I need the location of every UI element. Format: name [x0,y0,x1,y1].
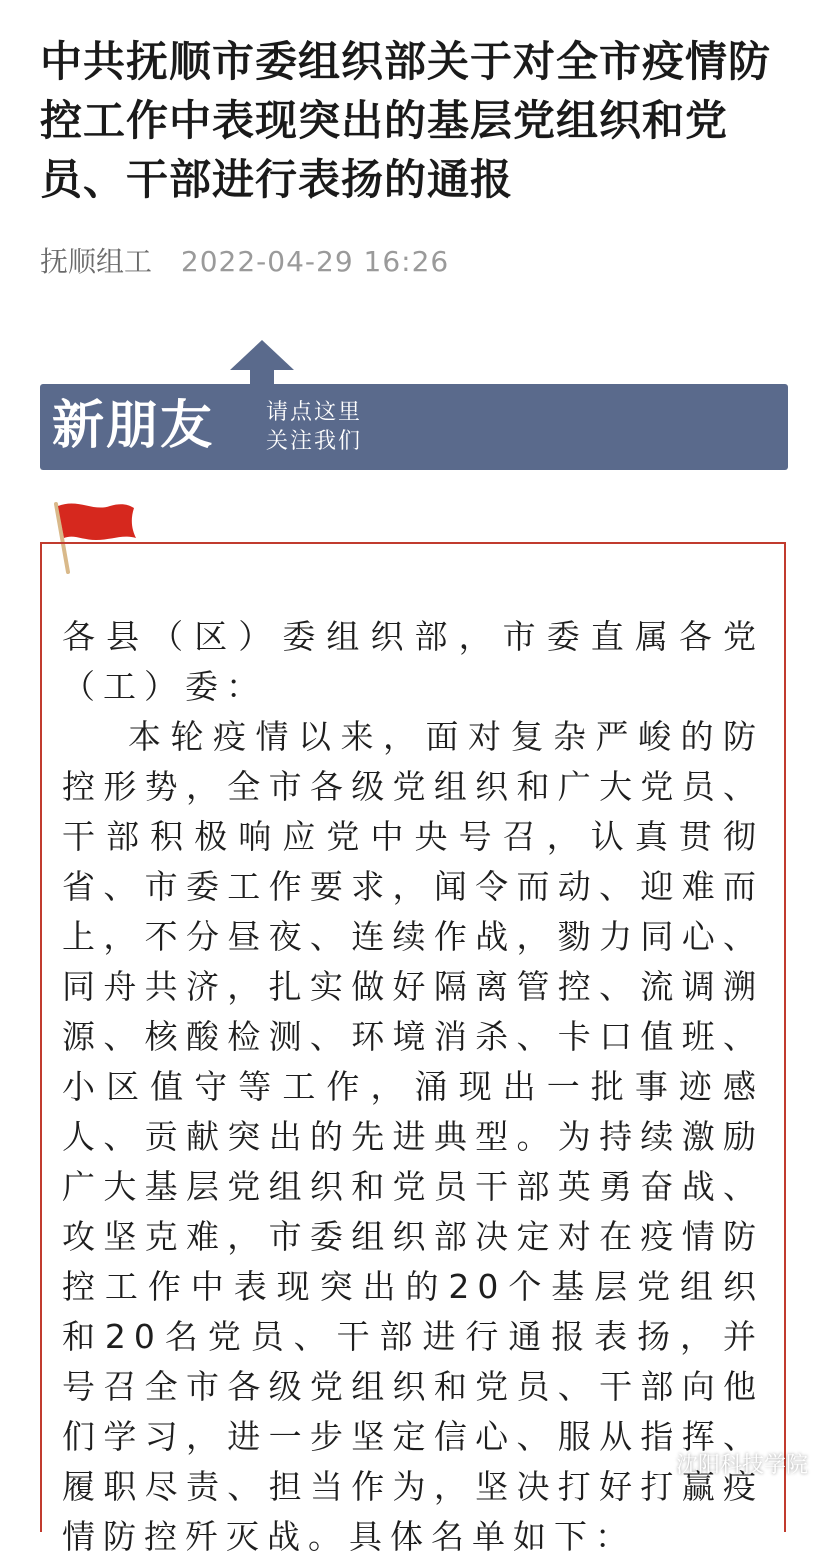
salutation: 各县（区）委组织部，市委直属各党（工）委： [62,617,764,706]
body-paragraph: 本轮疫情以来，面对复杂严峻的防控形势，全市各级党组织和广大党员、干部积极响应党中央号召，认真贯彻省、市委工作要求，闻令而动、迎难而上，不分昼夜、连续作战，勠力同心、同舟共济，扎实做好隔离管控、流调溯源、核酸检测、环境消杀、卡口值班、小区值守等工作，涌现出一批事迹感人、贡献突出的先进典型。为持续激励广大基层党组织和党员干部英勇奋战、攻坚克难，市委组织部决定对在疫情防控工作中表现突出的20个基层党组织和20名党员、干部进行通报表扬，并号召全市各级党组织和党员、干部向他们学习，进一步坚定信心、服从指挥、履职尽责、担当作为，坚决打好打赢疫情防控歼灭战。具体名单如下： [62,717,764,1556]
notice-body [62,612,764,1562]
arrow-up-icon [230,340,294,384]
follow-big-text: 新朋友 [52,396,215,456]
article-title: 中共抚顺市委组织部关于对全市疫情防控工作中表现突出的基层党组织和党员、干部进行表扬的通报 [40,37,772,204]
follow-banner[interactable] [40,340,788,472]
watermark-text: 沈阳科技学院 [675,1453,808,1478]
wechat-icon [640,1452,670,1476]
article-meta [40,240,449,280]
account-name[interactable]: 抚顺组工 [40,245,153,278]
follow-hint [266,398,362,456]
follow-hint-line2: 关注我们 [266,429,363,454]
follow-banner-bar[interactable] [40,384,788,470]
publish-time: 2022-04-29 16:26 [180,245,450,278]
watermark [640,1448,808,1479]
follow-hint-line1: 请点这里 [266,400,363,425]
